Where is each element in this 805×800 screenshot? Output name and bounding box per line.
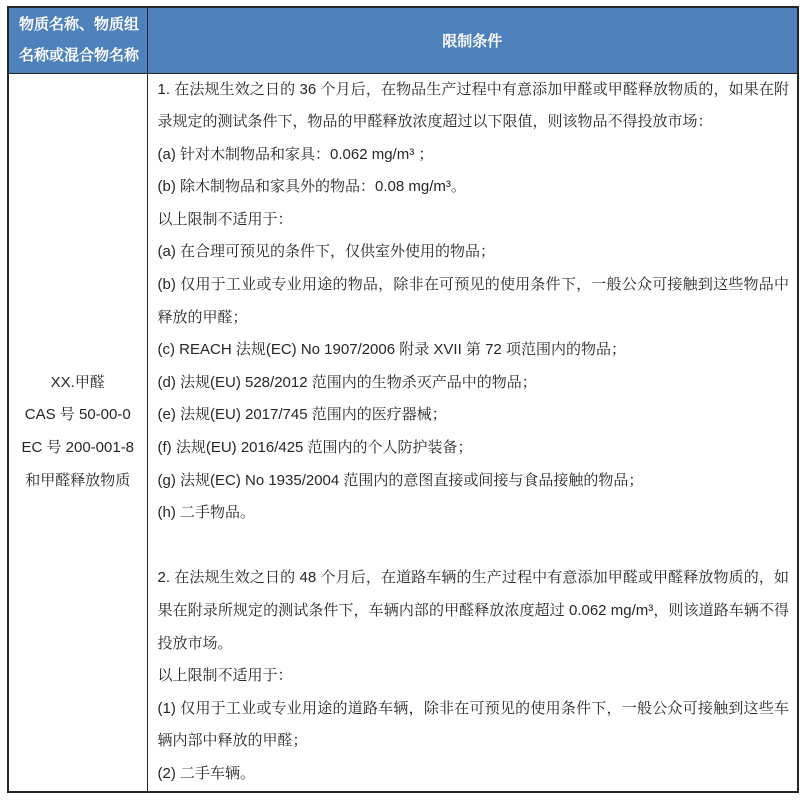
substance-header-line2: 名称或混合物名称 [19, 47, 140, 65]
table-row [8, 73, 798, 792]
restriction-paragraph: (h) 二手物品。 [157, 504, 256, 522]
restriction-paragraph: (f) 法规(EU) 2016/425 范围内的个人防护装备； [157, 439, 473, 457]
restriction-paragraph: (b) 仅用于工业或专业用途的物品，除非在可预见的使用条件下，一般公众可接触到这些物品中释放的甲醛； [157, 276, 789, 326]
conditions-cell [147, 73, 798, 792]
substance-column-header [8, 7, 147, 73]
restriction-paragraph: 1. 在法规生效之日的 36 个月后，在物品生产过程中有意添加甲醛或甲醛释放物质的，如果在附录规定的测试条件下，物品的甲醛释放浓度超过以下限值，则该物品不得投放市场： [157, 80, 789, 131]
restriction-paragraph: (a) 针对木制物品和家具：0.062 mg/m³ ； [157, 145, 434, 163]
conditions-column-header: 限制条件 [147, 7, 798, 73]
restriction-paragraph: (e) 法规(EU) 2017/745 范围内的医疗器械； [157, 406, 447, 424]
substance-ec-number: EC 号 200-001-8 [21, 439, 135, 457]
restriction-paragraph: (b) 除木制物品和家具外的物品：0.08 mg/m³。 [157, 178, 466, 196]
substance-name: XX.甲醛 [50, 373, 105, 391]
restriction-paragraph: (d) 法规(EU) 528/2012 范围内的生物杀灭产品中的物品； [157, 373, 537, 391]
substance-cas-number: CAS 号 50-00-0 [24, 406, 131, 424]
restriction-paragraph-spacer [158, 530, 790, 563]
restriction-paragraph: (2) 二手车辆。 [157, 764, 256, 782]
substance-cell [8, 73, 147, 792]
restriction-table [7, 6, 799, 793]
restriction-paragraph: (g) 法规(EC) No 1935/2004 范围内的意图直接或间接与食品接触的物品； [157, 471, 644, 489]
restriction-paragraph: (c) REACH 法规(EC) No 1907/2006 附录 XVII 第 72 项范围内的物品； [157, 341, 626, 359]
substance-header-line1: 物质名称、物质组 [19, 16, 140, 34]
restriction-paragraph: (1) 仅用于工业或专业用途的道路车辆，除非在可预见的使用条件下，一般公众可接触到这些车辆内部中释放的甲醛； [157, 699, 789, 750]
restriction-paragraph: 以上限制不适用于： [157, 667, 293, 685]
restriction-paragraph: (a) 在合理可预见的条件下，仅供室外使用的物品； [157, 243, 496, 261]
table-header-row [8, 7, 798, 73]
restriction-paragraph: 以上限制不适用于： [157, 210, 293, 228]
substance-releasers-note: 和甲醛释放物质 [25, 471, 131, 489]
restriction-paragraph: 2. 在法规生效之日的 48 个月后，在道路车辆的生产过程中有意添加甲醛或甲醛释放物质的，如果在附录所规定的测试条件下，车辆内部的甲醛释放浓度超过 0.062 mg/m³，则该道路车辆不得投放市场。 [157, 569, 789, 652]
